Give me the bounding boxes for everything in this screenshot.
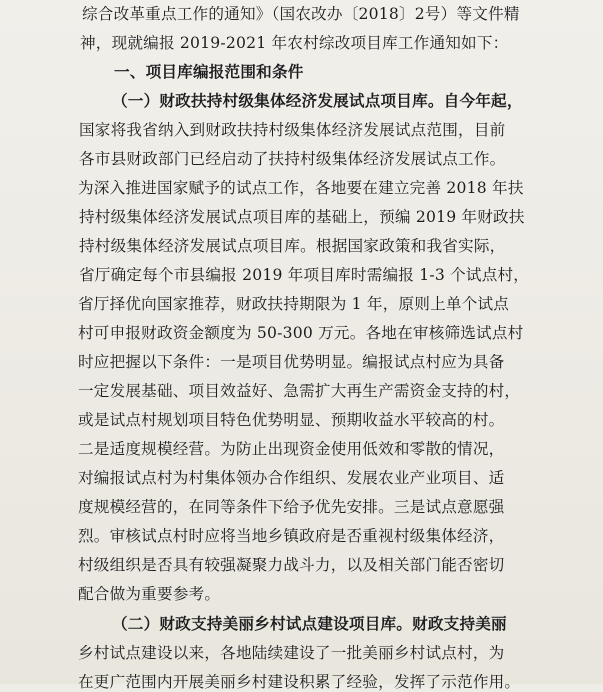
text-line-11: 省厅择优向国家推荐，财政扶持期限为 1 年，原则上单个试点 xyxy=(78,295,510,313)
text-line-19: 烈。审核试点村时应将当地乡镇政府是否重视村级集体经济， xyxy=(78,527,505,545)
text-line-10: 省厅确定每个市县编报 2019 年项目库时需编报 1-3 个试点村， xyxy=(79,266,530,284)
subsection-heading-1: （一）财政扶持村级集体经济发展试点项目库。自今年起， xyxy=(112,91,523,110)
text-line-17: 对编报试点村为村集体领办合作组织、发展农业产业项目、适 xyxy=(78,469,505,487)
text-line-18: 度规模经营的，在同等条件下给予优先安排。三是试点意愿强 xyxy=(78,498,505,516)
text-line-8: 持村级集体经济发展试点项目库的基础上，预编 2019 年财政扶 xyxy=(79,208,525,226)
text-line-2: 神，现就编报 2019-2021 年农村综改项目库工作通知如下： xyxy=(80,34,509,52)
text-line-20: 村级组织是否具有较强凝聚力战斗力，以及相关部门能否密切 xyxy=(78,556,505,574)
subsection-heading-2: （二）财政支持美丽乡村试点建设项目库。财政支持美丽 xyxy=(112,614,507,633)
text-line-21: 配合做为重要参考。 xyxy=(78,585,221,603)
text-line-16: 二是适度规模经营。为防止出现资金使用低效和零散的情况， xyxy=(78,440,505,458)
text-line-9: 持村级集体经济发展试点项目库。根据国家政策和我省实际， xyxy=(79,237,506,255)
text-line-6: 各市县财政部门已经启动了扶持村级集体经济发展试点工作。 xyxy=(79,150,506,168)
text-line-14: 一定发展基础、项目效益好、急需扩大再生产需资金支持的村， xyxy=(78,382,521,400)
text-line-1: 综合改革重点工作的通知》（国农改办〔2018〕2号）等文件精 xyxy=(82,5,520,23)
text-line-7: 为深入推进国家赋予的试点工作，各地要在建立完善 2018 年扶 xyxy=(78,179,524,197)
text-line-24: 在更广范围内开展美丽乡村建设积累了经验，发挥了示范作用。 xyxy=(78,673,521,691)
text-line-13: 时应把握以下条件：一是项目优势明显。编报试点村应为具备 xyxy=(78,353,505,371)
text-line-15: 或是试点村规划项目特色优势明显、预期收益水平较高的村。 xyxy=(78,411,505,429)
text-line-23: 乡村试点建设以来，各地陆续建设了一批美丽乡村试点村，为 xyxy=(78,644,505,662)
text-line-5: 国家将我省纳入到财政扶持村级集体经济发展试点范围，目前 xyxy=(79,121,506,139)
section-heading: 一、项目库编报范围和条件 xyxy=(114,62,304,81)
text-line-12: 村可申报财政资金额度为 50-300 万元。各地在审核筛选试点村 xyxy=(78,324,524,342)
